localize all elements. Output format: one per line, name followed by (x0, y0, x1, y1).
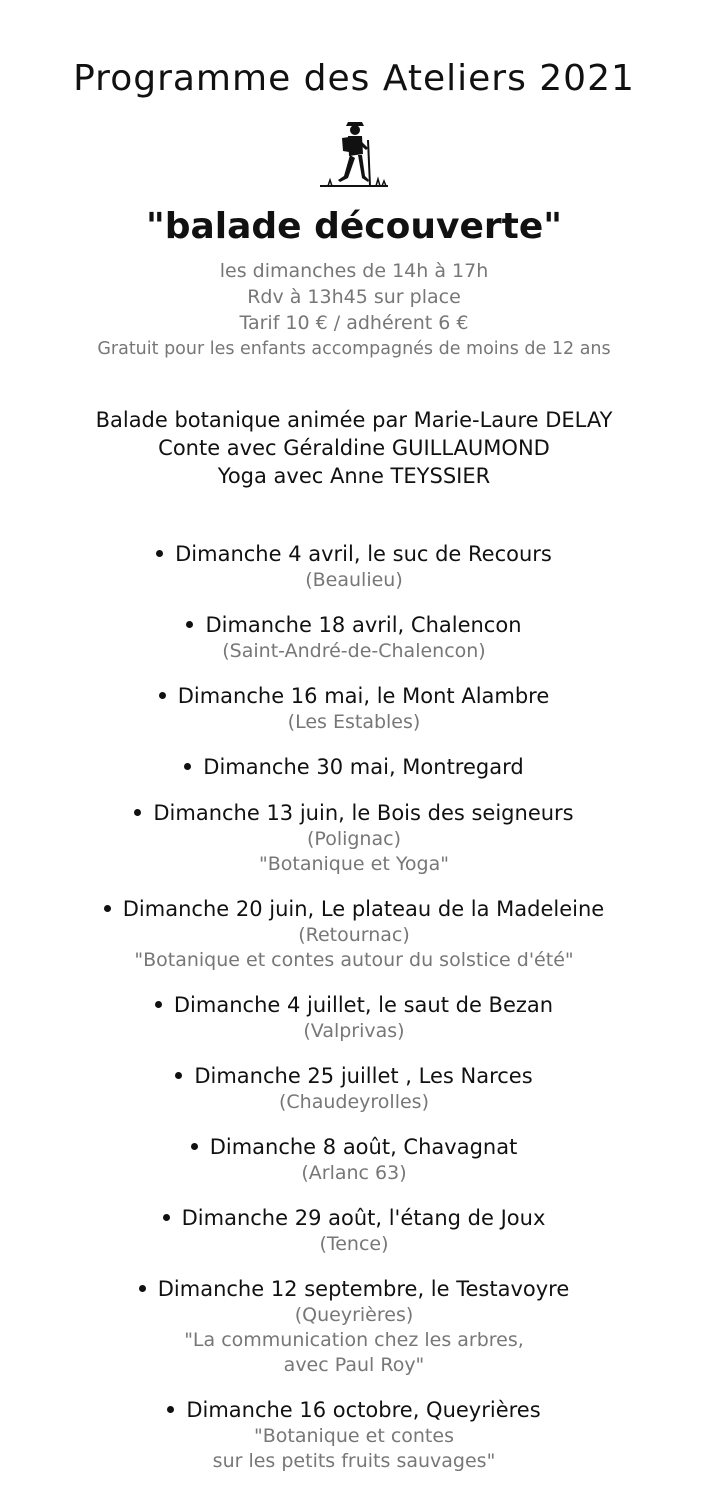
event-title-line (0, 1204, 708, 1232)
host-line: Conte avec Géraldine GUILLAUMOND (158, 436, 550, 460)
event-item (0, 540, 708, 593)
event-title: Dimanche 30 mai, Montregard (203, 755, 524, 779)
event-title-line (0, 1062, 708, 1090)
bullet-icon (163, 1214, 170, 1221)
bullet-icon (155, 1001, 162, 1008)
event-item (0, 611, 708, 664)
bullet-icon (184, 763, 191, 770)
page-title: Programme des Ateliers 2021 (73, 58, 635, 99)
event-title: Dimanche 8 août, Chavagnat (209, 1135, 518, 1159)
event-title: Dimanche 20 juin, Le plateau de la Madeleine (122, 897, 605, 921)
event-theme: "Botanique et contes autour du solstice d'été" (134, 949, 574, 971)
event-place: (Beaulieu) (305, 569, 403, 591)
event-title-line (0, 991, 708, 1019)
event-title-line (0, 1275, 708, 1303)
event-title-line (0, 1396, 708, 1424)
price-text: Tarif 10 € / adhérent 6 € (239, 312, 469, 334)
event-item (0, 682, 708, 735)
event-title: Dimanche 25 juillet , Les Narces (194, 1064, 533, 1088)
event-place: (Valprivas) (303, 1020, 405, 1042)
events-list (0, 540, 708, 1492)
event-item (0, 895, 708, 973)
host-line: Yoga avec Anne TEYSSIER (217, 464, 491, 488)
event-place: (Polignac) (307, 828, 401, 850)
event-title: Dimanche 13 juin, le Bois des seigneurs (153, 801, 574, 825)
event-item (0, 1275, 708, 1378)
event-title: Dimanche 4 juillet, le saut de Bezan (173, 993, 554, 1017)
event-theme: "Botanique et contes (254, 1425, 454, 1447)
event-title: Dimanche 18 avril, Chalencon (205, 613, 522, 637)
host-line: Balade botanique animée par Marie-Laure DELAY (95, 408, 613, 432)
children-text: Gratuit pour les enfants accompagnés de moins de 12 ans (97, 339, 611, 359)
event-item (0, 1396, 708, 1474)
event-place: (Arlanc 63) (301, 1162, 407, 1184)
bullet-icon (104, 905, 111, 912)
meeting-text: Rdv à 13h45 sur place (247, 286, 461, 308)
event-title: Dimanche 12 septembre, le Testavoyre (157, 1277, 570, 1301)
event-item (0, 753, 708, 781)
event-item (0, 1204, 708, 1257)
event-place: (Chaudeyrolles) (279, 1091, 429, 1113)
event-theme: "La communication chez les arbres, (184, 1329, 524, 1351)
event-title-line (0, 1133, 708, 1161)
bullet-icon (134, 809, 141, 816)
event-theme: avec Paul Roy" (283, 1354, 425, 1376)
event-title: Dimanche 4 avril, le suc de Recours (175, 542, 552, 566)
event-place: (Les Estables) (287, 711, 421, 733)
event-title: Dimanche 29 août, l'étang de Joux (181, 1206, 546, 1230)
event-title-line (0, 611, 708, 639)
event-place: (Saint-André-de-Chalencon) (222, 640, 486, 662)
event-item (0, 1062, 708, 1115)
event-theme: "Botanique et Yoga" (259, 853, 449, 875)
bullet-icon (156, 550, 163, 557)
event-place: (Retournac) (298, 924, 410, 946)
event-title-line (0, 753, 708, 781)
event-title-line (0, 540, 708, 568)
event-title: Dimanche 16 octobre, Queyrières (186, 1398, 541, 1422)
event-theme: sur les petits fruits sauvages" (212, 1450, 496, 1472)
event-place: (Tence) (319, 1233, 389, 1255)
event-place: (Queyrières) (294, 1304, 414, 1326)
schedule-text: les dimanches de 14h à 17h (219, 260, 489, 282)
hosts-block (0, 406, 708, 490)
bullet-icon (167, 1406, 174, 1413)
hiker-icon (318, 118, 390, 190)
workshop-subtitle: "balade découverte" (145, 206, 563, 247)
event-item (0, 991, 708, 1044)
event-item (0, 799, 708, 877)
event-item (0, 1133, 708, 1186)
bullet-icon (191, 1143, 198, 1150)
bullet-icon (159, 692, 166, 699)
info-block (0, 258, 708, 362)
bullet-icon (139, 1285, 146, 1292)
event-title: Dimanche 16 mai, le Mont Alambre (177, 684, 550, 708)
event-title-line (0, 682, 708, 710)
bullet-icon (186, 621, 193, 628)
bullet-icon (175, 1072, 182, 1079)
event-title-line (0, 895, 708, 923)
event-title-line (0, 799, 708, 827)
